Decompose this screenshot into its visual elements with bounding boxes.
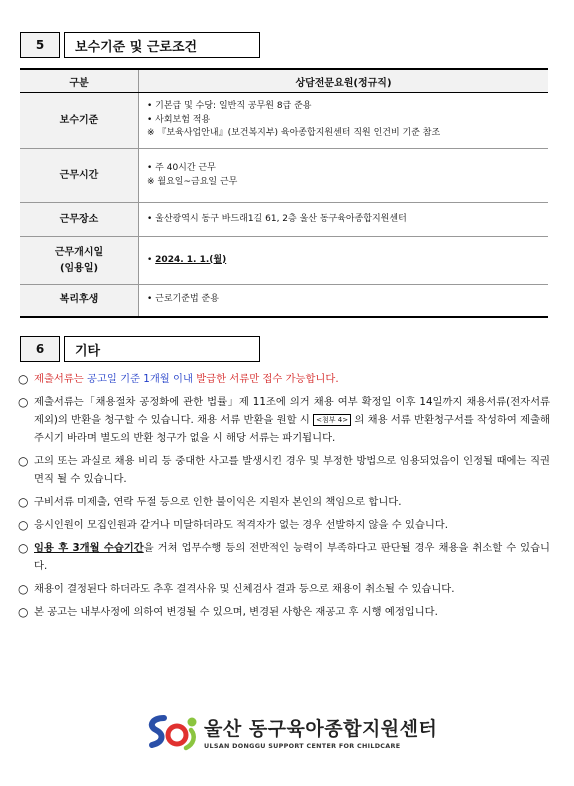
circle-bullet-icon: ○ (18, 395, 29, 409)
logo-text (204, 714, 437, 750)
table-header-position: 상담전문요원(정규직) (139, 69, 549, 93)
circle-bullet-icon: ○ (18, 605, 29, 619)
list-item (18, 516, 550, 534)
row-line: • 사회보험 적용 (147, 114, 211, 125)
center-name-korean: 울산 동구육아종합지원센터 (204, 718, 438, 740)
center-name-english: ULSAN DONGGU SUPPORT CENTER FOR CHILDCARE (204, 742, 401, 750)
note-text: 구비서류 미제출, 연락 두절 등으로 인한 불이익은 지원자 본인의 책임으로 합니다. (34, 496, 402, 508)
circle-bullet-icon: ○ (18, 582, 29, 596)
row-label: 복리후생 (20, 285, 139, 317)
note-text: 채용이 결정된다 하더라도 추후 결격사유 및 신체검사 결과 등으로 채용이 취소될 수 있습니다. (34, 583, 455, 595)
row-value (139, 285, 549, 317)
section-6-header (20, 336, 260, 362)
note-text: 임용 후 3개월 수습기간을 거쳐 업무수행 등의 전반적인 능력이 부족하다고 판단될 경우 채용을 취소할 수 있습니다. (34, 542, 550, 572)
list-item (18, 393, 550, 447)
note-text: 고의 또는 과실로 채용 비리 등 중대한 사고를 발생시킨 경우 및 부정한 방법으로 임용되었음이 인정될 때에는 직권면직 될 수 있습니다. (34, 455, 550, 485)
row-bullet: • (147, 254, 156, 265)
row-line: • 주 40시간 근무 (147, 162, 216, 173)
row-line: • 기본급 및 수당: 일반직 공무원 8급 준용 (147, 100, 312, 111)
probation-highlight: 임용 후 3개월 수습기간 (34, 542, 144, 554)
row-label: 근무장소 (20, 203, 139, 237)
list-item (18, 539, 550, 575)
row-value (139, 237, 549, 285)
row-line: ※ 『보육사업안내』(보건복지부) 육아종합지원센터 직원 인건비 기준 참조 (147, 128, 441, 139)
row-value (139, 149, 549, 203)
conditions-table (20, 68, 548, 318)
row-label: 보수기준 (20, 93, 139, 149)
row-label: 근무시간 (20, 149, 139, 203)
row-value (139, 93, 549, 149)
row-line: • 근로기준법 준용 (147, 294, 219, 305)
start-date: 2024. 1. 1.(월) (155, 254, 227, 265)
note-text: 제출서류는「채용절차 공정화에 관한 법률」제 11조에 의거 채용 여부 확정일 이후 14일까지 채용서류(전자서류 제외)의 반환을 청구할 수 있습니다. 채용 서류 반환을 원할 시 <첨부 4> 의 채용 서류 반환청구서를 작성하여 제출해 주시기 바라며 별도의 반환 청구가 없을 시 해당 서류는 파기됩니다. (34, 396, 550, 444)
note-text: 응시인원이 모집인원과 같거나 미달하더라도 적격자가 없는 경우 선발하지 않을 수 있습니다. (34, 519, 448, 531)
row-label-line1: 근무개시일 (54, 246, 104, 258)
circle-bullet-icon: ○ (18, 495, 29, 509)
table-row (20, 93, 548, 149)
row-label-line2: (임용일) (59, 262, 99, 274)
circle-bullet-icon: ○ (18, 541, 29, 555)
list-item (18, 603, 550, 621)
list-item (18, 493, 550, 511)
table-row (20, 149, 548, 203)
table-row (20, 237, 548, 285)
list-item (18, 370, 550, 388)
circle-bullet-icon: ○ (18, 454, 29, 468)
notes-list (18, 370, 550, 626)
circle-bullet-icon: ○ (18, 518, 29, 532)
note-text: 본 공고는 내부사정에 의하여 변경될 수 있으며, 변경된 사항은 재공고 후 시행 예정입니다. (34, 606, 438, 618)
section-title: 보수기준 및 근로조건 (64, 32, 260, 58)
section-5-header (20, 32, 260, 58)
table-row (20, 285, 548, 317)
list-item (18, 580, 550, 598)
highlight-period: 공고일 기준 1개월 이내 (87, 373, 193, 385)
table-header-row (20, 69, 548, 93)
section-number: 6 (20, 336, 60, 362)
center-logo-icon (144, 712, 200, 752)
center-logo (144, 712, 437, 752)
row-label (20, 237, 139, 285)
note-text: 제출서류는 공고일 기준 1개월 이내 발급한 서류만 접수 가능합니다. (34, 373, 339, 385)
circle-bullet-icon: ○ (18, 372, 29, 386)
section-number: 5 (20, 32, 60, 58)
row-line: ※ 월요일~금요일 근무 (147, 176, 238, 187)
section-title: 기타 (64, 336, 260, 362)
list-item (18, 452, 550, 488)
row-line: • 울산광역시 동구 바드래1길 61, 2층 울산 동구육아종합지원센터 (147, 213, 407, 224)
table-header-category: 구분 (20, 69, 139, 93)
attachment-badge: <첨부 4> (313, 414, 351, 426)
table-row (20, 203, 548, 237)
row-value (139, 203, 549, 237)
